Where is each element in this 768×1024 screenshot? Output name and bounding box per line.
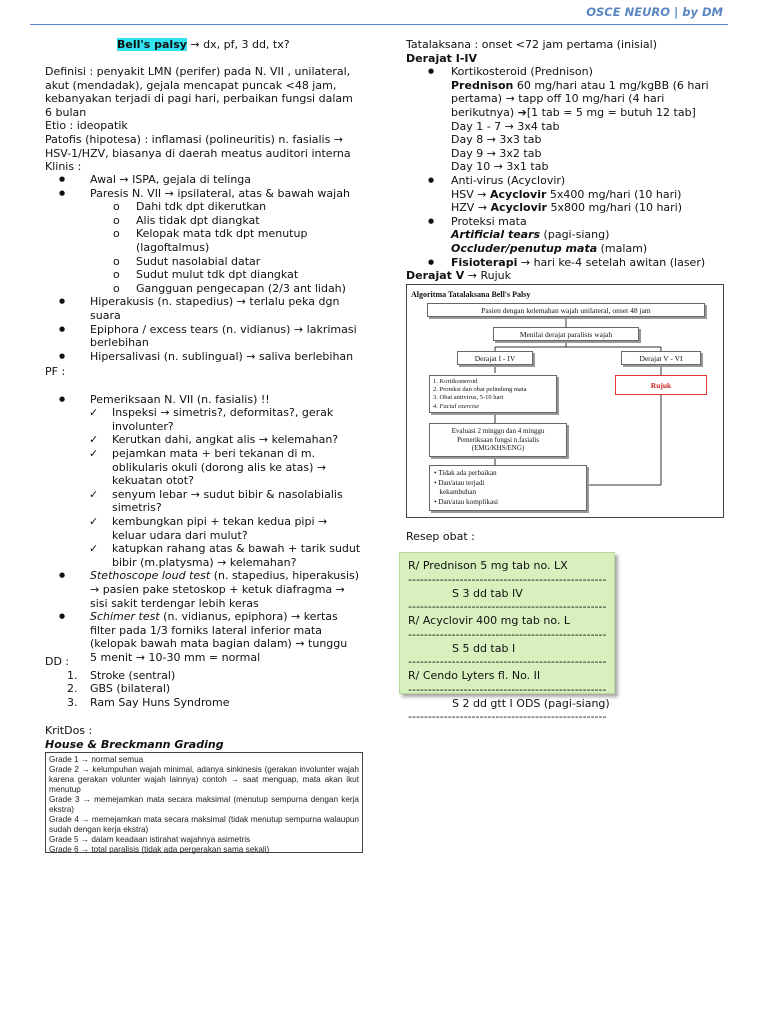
dd-item: GBS (bilateral) [90,682,171,696]
paresis-sign: Gangguan pengecapan (2/3 ant lidah) [136,281,346,295]
page-header [0,0,768,30]
stetho-text: → pasien pake stetoskop + ketuk diafragma → [90,583,345,596]
flow-eval-line: Pemeriksaan fungsi n.fasialis [457,435,539,444]
dd-number: 1. [67,668,78,682]
grade-row: Grade 4 → memejamkan mata secara maksimal (tidak menutup sempurna walaupun sudah dengan kerja ekstra) [49,815,359,834]
signa-line: S 5 dd tab I [452,641,516,655]
paresis-sign: Dahi tdk dpt dikerutkan [136,200,267,214]
pf-check-item: kekuatan otot? [112,474,194,488]
sub-bullet-icon: o [113,227,120,241]
definisi-line: Patofis (hipotesa) : inflamasi (polineuritis) n. fasialis → [45,133,344,146]
flow-tx-item: 3. Obat antivirus, 5-10 hari [433,394,504,402]
flow-start-box: Pasien dengan kelemahan wajah unilateral, onset 48 jam [427,303,705,317]
definisi-line: Etio : ideopatik [45,119,128,133]
grade-row: Grade 3 → memejamkan mata secara maksimal (menutup sempurna dengan kerja ekstra) [49,795,359,814]
klinis-item: berlebihan [90,336,149,350]
klinis-item: Paresis N. VII → ipsilateral, atas & bawah wajah [90,186,350,200]
klinis-item: Hiperakusis (n. stapedius) → terlalu peka dgn [90,295,340,309]
header-rule [30,24,728,25]
prednison-text: 60 mg/hari atau 1 mg/kgBB (6 hari [513,78,709,92]
antivirus: Anti-virus (Acyclovir) [451,174,566,187]
occ-text: (malam) [597,242,648,255]
flow-tx-item: 2. Proteksi dan obat pelindung mata [433,386,527,394]
occ-label: Occluder/penutup mata [451,242,598,255]
pf-check-item: simetris? [112,501,162,515]
schimer-text: filter pada 1/3 forniks lateral inferior mata [90,623,322,637]
stetho-title: Stethoscope loud test [90,569,211,583]
paresis-sign: Sudut mulut tdk dpt diangkat [136,268,299,282]
check-icon: ✓ [89,515,99,528]
dose-day: Day 10 → 3x1 tab [451,160,549,174]
bullet-icon: ● [59,571,66,580]
stetho-text: sisi sakit terdengar lebih keras [90,596,259,610]
dose-day: Day 9 → 3x2 tab [451,146,542,160]
kritdos-section [45,724,375,751]
dash-separator: -------------------------------------------------- [408,627,606,641]
prescription-line: R/ Prednison 5 mg tab no. LX [408,559,568,572]
derajat5-label: Derajat V [406,269,465,283]
sub-bullet-icon: o [113,200,120,214]
klinis-item: Awal → ISPA, gejala di telinga [90,173,252,186]
dd-label: DD : [45,655,70,668]
fisioterapi [451,256,705,270]
grade-row: Grade 2 → kelumpuhan wajah minimal, adanya sinkinesis (gerakan involunter wajah karena gerakan volunter wajah lainnya) contoh → saat menguap, mata akan ikut menutup [49,765,359,794]
sub-bullet-icon: o [113,213,120,227]
dash-separator: -------------------------------------------------- [408,710,606,723]
definisi-line: Klinis : [45,160,82,174]
flow-eval-line: Evaluasi 2 minggu dan 4 minggu [451,427,545,435]
signa-line: S 2 dd gtt I ODS (pagi-siang) [452,696,610,710]
bullet-icon: ● [59,175,66,183]
hzv-drug: Acyclovir [490,201,547,215]
pf-check-item: kembungkan pipi + tekan kedua pipi → [112,515,328,528]
dd-number: 2. [67,682,78,696]
schimer-title: Schimer test [90,610,160,624]
pf-check-item: involunter? [112,419,174,433]
flow-tx-item: 4. Facial exercise [433,402,480,410]
paresis-sign: Alis tidak dpt diangkat [136,213,260,227]
art-text: (pagi-siang) [540,228,610,242]
prescription-note [399,552,615,723]
hsv-label: HSV → [451,187,490,201]
check-icon: ✓ [89,433,99,447]
dd-item: Ram Say Huns Syndrome [90,695,230,709]
dd-number: 3. [67,695,78,709]
kortiko: Kortikosteroid (Prednison) [451,65,593,79]
hsv-dose [451,188,681,202]
signa-line: S 3 dd tab IV [452,586,523,600]
bullet-icon: ● [59,324,66,333]
title-highlight: Bell's palsy [117,38,187,51]
sub-bullet-icon: o [113,268,120,282]
flow-tx-item: 1. Kortikosteroid [433,378,478,385]
grade-row: Grade 6 → total paralisis (tidak ada pergerakan sama sekali) [49,845,270,854]
definisi-line: 6 bulan [45,105,87,119]
definisi-line: akut (mendadak), gejala mencapat puncak <48 jam, [45,78,337,92]
hsv-drug: Acyclovir [490,187,547,201]
pf-check-item: oblikularis okuli (dorong alis ke atas) → [112,460,327,474]
derajat-5 [406,269,511,283]
algorithm-flowchart [406,284,724,518]
bullet-icon: ● [59,297,66,306]
klinis-item: Hipersalivasi (n. sublingual) → saliva berlebihan [90,349,354,363]
sub-bullet-icon: o [113,281,120,295]
pf-check-item: keluar udara dari mulut? [112,528,248,542]
pf-check-item: katupkan rahang atas & bawah + tarik sudut [112,542,361,556]
art-label: Artificial tears [451,228,541,242]
dose-day: Day 1 - 7 → 3x4 tab [451,119,560,133]
pf-check-item: senyum lebar → sudut bibir & nasolabialis [112,487,343,501]
dash-separator: -------------------------------------------------- [408,572,606,586]
bullet-icon: ● [428,176,435,184]
schimer-text: (n. vidianus, epiphora) → kertas [159,610,338,624]
schimer-text: 5 menit → 10-30 mm = normal [90,651,261,664]
doc-title: Bell's palsy → dx, pf, 3 dd, tx? [117,38,290,51]
stethoscope-test [90,569,359,583]
flow-title: Algoritma Tatalaksana Bell's Palsy [411,290,531,299]
flow-derajat-5-6: Derajat V - VI [621,351,701,365]
prednison-label: Prednison [451,78,514,92]
flow-assess-box: Menilai derajat paralisis wajah [493,327,639,341]
dash-separator: -------------------------------------------------- [408,682,606,696]
flow-tx-box [429,375,557,413]
flow-outcome-line: • Dan/atau terjadi [434,478,485,487]
flow-outcome-box [429,465,587,511]
stetho-text: (n. stapedius, hiperakusis) [210,569,360,583]
klinis-item: Epiphora / excess tears (n. vidianus) → lakrimasi [90,322,357,336]
paresis-sign: Kelopak mata tdk dpt menutup [136,227,308,241]
hzv-dose [451,201,682,215]
prednison-text: pertama) → tapp off 10 mg/hari (4 hari [451,92,665,106]
occluder [451,242,647,256]
pf-check-item: bibir (m.platysma) → kelemahan? [112,555,297,569]
pf-check-item: Inspeksi → simetris?, deformitas?, gerak [112,406,334,420]
check-icon: ✓ [89,447,99,460]
arrow-icon: ➔ [517,106,527,119]
artificial-tears [451,228,609,242]
proteksi: Proteksi mata [451,214,527,228]
dash-separator: -------------------------------------------------- [408,655,606,668]
derajat-1-4: Derajat I-IV [406,51,477,65]
prednison-dose [451,79,709,93]
prescription-line: R/ Acyclovir 400 mg tab no. L [408,614,571,627]
pf-check-item: Kerutkan dahi, angkat alis → kelemahan? [112,433,339,447]
pf-check-item: pejamkan mata + beri tekanan di m. [112,447,316,460]
derajat5-text: → Rujuk [464,269,511,283]
bullet-icon: ● [428,257,435,266]
prednison-text: berikutnya) [451,106,518,119]
prescription-line: R/ Cendo Lyters fl. No. II [408,669,541,682]
prednison-text [451,106,696,120]
fisio-label: Fisioterapi [451,255,518,269]
bullet-icon: ● [59,394,66,403]
bullet-icon: ● [59,351,66,360]
schimer-test [90,610,338,624]
definisi-line: kebanyakan terjadi di pagi hari, perbaikan fungsi dalam [45,92,353,106]
flow-outcome-line: • Tidak ada perbaikan [434,469,497,477]
grade-row: Grade 5 → dalam keadaan istirahat wajahnya asimetris [49,835,251,844]
kritdos-label: KritDos : [45,724,93,737]
dose-day: Day 8 → 3x3 tab [451,133,542,147]
hzv-text: 5x800 mg/hari (10 hari) [546,201,683,215]
flow-rujuk-box: Rujuk [615,375,707,395]
bullet-icon: ● [428,216,435,225]
flow-eval-box [429,423,567,457]
fisio-text: → hari ke-4 setelah awitan (laser) [517,255,706,269]
flow-eval-line: (EMG/KHS/ENG) [471,444,525,452]
grade-row: Grade 1 → normal semua [49,755,144,764]
bullet-icon: ● [59,612,66,621]
bullet-icon: ● [59,188,66,197]
hb-title: House & Breckmann Grading [45,737,224,751]
prednison-tab: [1 tab = 5 mg = butuh 12 tab] [526,106,696,119]
definisi-line: HSV-1/HZV, biasanya di daerah meatus auditori interna [45,146,351,160]
check-icon: ✓ [89,487,99,501]
dash-separator: -------------------------------------------------- [408,600,606,613]
check-icon: ✓ [89,542,99,556]
sub-bullet-icon: o [113,254,120,268]
header-title: OSCE NEURO | by DM [586,5,723,19]
flow-outcome-line: • Dan/atau komplikasi [434,497,498,506]
pf-bullet: Pemeriksaan N. VII (n. fasialis) !! [90,392,270,406]
paresis-sign: (lagoftalmus) [136,241,210,254]
definisi-line: Definisi : penyakit LMN (perifer) pada N. VII , unilateral, [45,65,351,78]
hzv-label: HZV → [451,201,491,215]
check-icon: ✓ [89,406,99,420]
dd-item: Stroke (sentral) [90,668,176,682]
grade-table [45,752,363,853]
bullet-icon: ● [428,67,435,76]
flow-derajat-1-4: Derajat I - IV [457,351,533,365]
paresis-sign: Sudut nasolabial datar [136,254,261,268]
klinis-item: suara [90,309,121,322]
hsv-text: 5x400 mg/hari (10 hari) [546,187,682,201]
resep-label: Resep obat : [406,530,475,543]
flow-outcome-line: kekambuhan [434,488,477,497]
tatalaksana: Tatalaksana : onset <72 jam pertama (inisial) [406,38,658,51]
pf-label: PF : [45,365,66,378]
schimer-text: (kelopak bawah mata bagian dalam) → tunggu [90,637,348,651]
